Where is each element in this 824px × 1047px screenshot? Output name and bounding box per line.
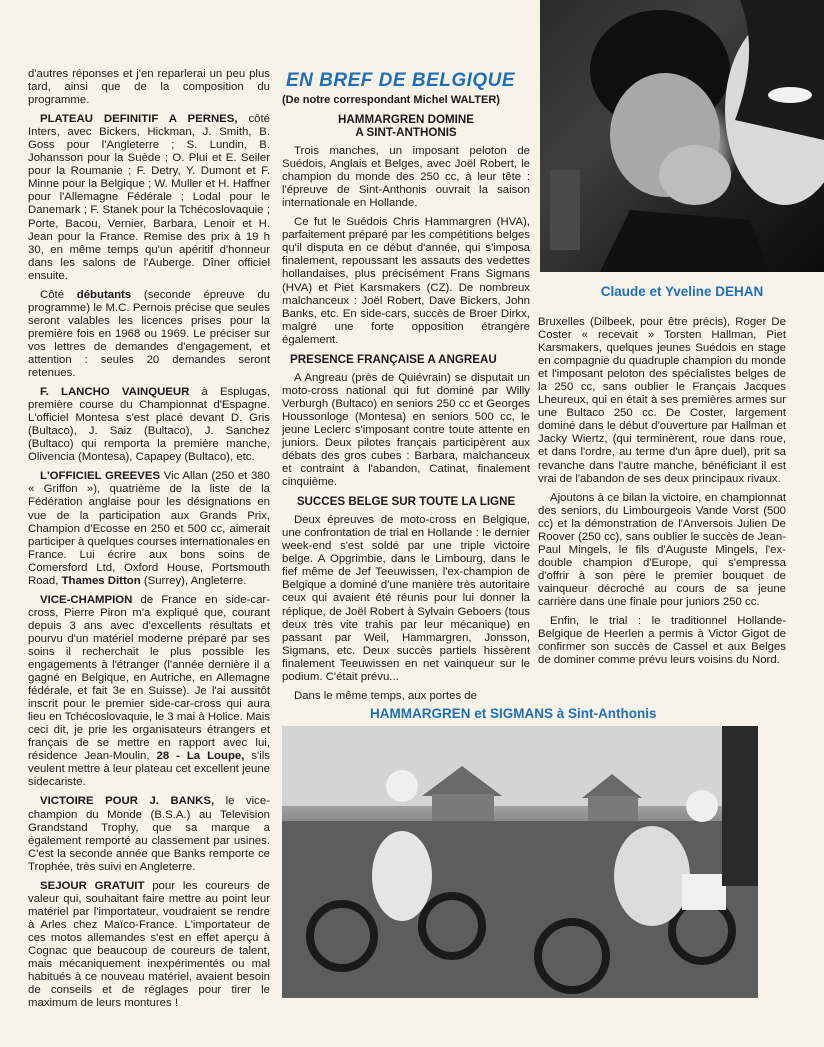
text-debutants-a: Côté (40, 288, 77, 301)
correspondent-line: (De notre correspondant Michel WALTER) (282, 94, 500, 106)
lead-pernes: PLATEAU DEFINITIF A PERNES, (40, 113, 238, 126)
caption-dehan: Claude et Yveline DEHAN (600, 284, 764, 299)
paragraph-s2p1: A Angreau (près de Quiévrain) se disputait un moto-cross national qui fut dominé par Willy Verburgh (Bultaco) en seniors 250 cc et Georges Houssonloge (Montesa) en seniors 500 cc, le jeune Leclerc s'imposant contre toute attente en juniors. Deux pilotes français participèrent aux débats des gros cubes : Barbara, malchanceux et contraint à l'abandon, Catinat, finalement cinquième. (282, 371, 530, 489)
right-column (538, 316, 786, 673)
heading-hammargren: HAMMARGREN DOMINE A SINT-ANTHONIS (338, 113, 474, 140)
text-debutants-c: (seconde épreuve du programme) le M.C. Pernois précise que seules seront valables les licences prises pour la première fois en 1968 ou 1969. Le préciser sur vos lettres de demandes d'engagement, et attention : seules 20 demandes seront retenues. (28, 288, 270, 380)
paragraph-greeves (28, 470, 270, 587)
lead-greeves: L'OFFICIEL GREEVES (40, 470, 161, 483)
text-banks: le vice-champion du Monde (B.S.A.) au Television Grandstand Trophy, que sa marque a également remporté au classement par usines. C'est la seconde année que Banks remporte ce Trophée, très suivi en Angleterre. (28, 795, 270, 873)
photo-dehan-image (540, 0, 824, 272)
text-debutants-b: débutants (76, 288, 132, 301)
paragraph-s1p2: Ce fut le Suédois Chris Hammargren (HVA), parfaitement préparé par les compétitions belges qu'il disputa en ce début d'année, qui s'imposa finalement, repoussant les assauts des vedettes hollandaises, plus précisément Frans Sigmans (HVA) et Piet Karsmakers (CZ). De nombreux malchanceux : Joël Robert, Dave Bickers, John Banks, etc. En side-cars, succès de Broer Dirkx, malgré une forte opposition étrangère également. (282, 216, 530, 346)
paragraph-s1p1: Trois manches, un imposant peloton de Suédois, Anglais et Belges, avec Joël Robert, le champion du monde des 250 cc, à leur tête : l'épreuve de Sint-Anthonis ouvrait la saison internationale en Hollande. (282, 145, 530, 210)
paragraph-c3p1: Bruxelles (Dilbeek, pour être précis), Roger De Coster « recevait » Torsten Hallman, Piet Karsmakers, quelques jeunes Suédois en stage en compagnie du quadruple champion du monde et l'imposant peloton des spécialistes belges de la 250 cc, sans oublier le Français Jacques Lheureux, qui en était à ses premières armes sur une Bultaco 250 cc. De Coster, largement dominé dans le début d'ouverture par Hallman et Jacky Wiertz, (qui terminèrent, roue dans roue, et dans l'ordre, au terme d'un âpre duel), prit sa revanche dans l'autre manche, bénéficiant il est vrai de l'abandon de ses deux principaux rivaux. (538, 316, 786, 485)
photo-motocross-image (282, 726, 758, 998)
paragraph-banks (28, 795, 270, 873)
paragraph-lancho (28, 386, 270, 464)
text-greeves-c: (Surrey), Angleterre. (140, 574, 247, 587)
paragraph-pernes (28, 113, 270, 283)
left-column (28, 68, 270, 1016)
paragraph-c3p3: Enfin, le trial : le traditionnel Hollande-Belgique de Heerlen a permis à Victor Gigot de confirmer son succès de Cassel et aux Belges de dominer comme prévu leurs voisins du Nord. (538, 615, 786, 667)
heading-succes-belge: SUCCES BELGE SUR TOUTE LA LIGNE (296, 495, 516, 509)
section-title: EN BREF DE BELGIQUE (286, 70, 516, 91)
middle-column (282, 70, 530, 709)
lead-banks: VICTOIRE POUR J. BANKS, (40, 795, 215, 808)
paragraph-debutants (28, 289, 270, 380)
lead-vice-champion: VICE-CHAMPION (40, 593, 133, 606)
text-vice-c: s'ils veulent mettre à leur plateau cet excellent jeune sidecariste. (28, 750, 270, 789)
text-lancho: à Esplugas, première course du Championnat d'Espagne. L'officiel Montesa s'est placé devant D. Gris (Bultaco), J. Saiz (Bultaco), J. Sanchez (Bultaco) qui remporta la première manche, Olivencia (Montesa), Capapey (Bultaco), etc. (28, 386, 270, 464)
text-vice-b: 28 - La Loupe, (156, 750, 245, 763)
text-greeves-b: Thames Ditton (61, 574, 141, 587)
paragraph-s3p2: Dans le même temps, aux portes de (294, 689, 477, 702)
heading-angreau: PRESENCE FRANÇAISE A ANGREAU (290, 352, 497, 366)
lead-sejour: SEJOUR GRATUIT (40, 879, 145, 892)
paragraph-s3p1: Deux épreuves de moto-cross en Belgique, une confrontation de trial en Hollande : le dernier week-end s'est soldé par une triple victoire belge. A Opgrimbie, dans le Limbourg, dans le fief même de Jef Teeuwissen, l'ex-champion de Belgique a dominé d'une manière très autoritaire ceux qui avaient été réunis pour lui donner la réplique, de Joël Robert à Sylvain Geboers (tous deux très vite trahis par leur mécanique) en passant par Weil, Hammargren, Jonsson, Sigmans, etc. Deux succès partiels hissèrent finalement Teeuwissen en net vainqueur sur le podium. C'était prévu... (282, 514, 530, 683)
paragraph-continuation: d'autres réponses et j'en reparlerai un peu plus tard, ainsi que de la composition du programme. (28, 68, 270, 107)
text-sejour: pour les coureurs de valeur qui, souhaitant faire mettre au point leur matériel par l'importateur, voudraient se rendre à Arles chez Maïco-France. L'importateur de ces motos allemandes s'est en effet aperçu à Cognac que beaucoup de coureurs de talent, mais mécaniquement inexpérimentés ou mal habitués à ce nouveau matériel, avaient besoin de conseils et de réglages pour tirer le maximum de leurs montures ! (28, 879, 270, 1010)
text-pernes: côté Inters, avec Bickers, Hickman, J. Smith, B. Goss pour l'Angleterre ; S. Lundin, B. Johansson pour la Suède ; O. Plui et E. Seiler pour la Roumanie ; F. Detry, Y. Dumont et F. Minne pour la Belgique ; W. Muller et H. Haffner pour l'Allemagne Fédérale ; Lodal pour le Danemark ; F. Stanek pour la Tchécoslovaquie ; Porte, Bacou, Vernier, Barbara, Lenoir et H. Jean pour la France. Remise des prix à 19 h 30, en même temps qu'un apéritif d'honneur dans les salons de l'Auberge. Dîner officiel ensuite. (28, 113, 270, 282)
photo-motocross (282, 726, 758, 998)
caption-hammargren-sigmans: HAMMARGREN et SIGMANS à Sint-Anthonis (370, 706, 657, 721)
paragraph-sejour (28, 880, 270, 1010)
paragraph-vice-champion (28, 594, 270, 790)
paragraph-c3p2: Ajoutons à ce bilan la victoire, en championnat des seniors, du Limbourgeois Vande Vorst (500 cc) et la démonstration de l'Anversois Julien De Roover (250 cc), sans oublier le succès de Jean-Paul Mingels, le fils d'Auguste Mingels, l'ex-double champion d'Europe, qui s'empressa d'offrir à son père le premier bouquet de vainqueur décroché au cours de sa jeune carrière dans une finale pour juniors 250 cc. (538, 491, 786, 608)
lead-lancho: F. LANCHO VAINQUEUR (40, 386, 190, 399)
photo-dehan (540, 0, 824, 272)
text-greeves-a: Vic Allan (250 et 380 « Griffon »), quatrième de la liste de la Fédération anglaise pour les désignations en vue de la participation aux Grands Prix, Champion d'Ecosse en 250 et 500 cc, aimerait participer à quelques courses internationales en France. Lui écrire aux bons soins de Comersford Ltd, Oxford House, Portsmouth Road, (28, 470, 270, 587)
text-vice-a: de France en side-car-cross, Pierre Piron m'a expliqué que, courant depuis 3 ans avec d'excellents résultats et pourvu d'un matériel moderne préparé par ses soins il recherchait le plus possible les engagements à l'étranger (l'année dernière il a gagné en Belgique, en Autriche, en Allemagne fédérale, et fait 3e en Suisse). Je l'ai aussitôt inscrit pour le premier side-car-cross qui aura lieu en Tchécoslovaquie, le 3 mai à Holice. Mais ceci dit, je prie les organisateurs étrangers et français de se mettre en rapport avec lui, résidence Jean-Moulin, (28, 593, 270, 763)
